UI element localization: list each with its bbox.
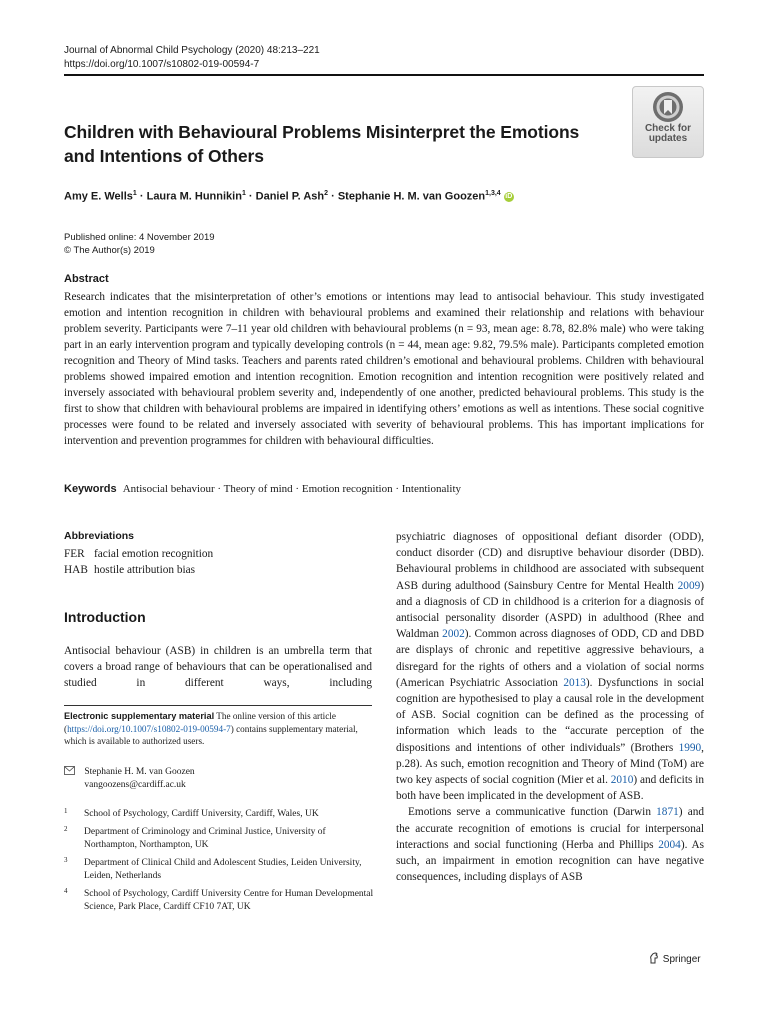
publisher-logo — [648, 952, 701, 965]
affiliation — [64, 826, 374, 852]
abbreviations-heading: Abbreviations — [64, 530, 135, 542]
springer-horse-icon — [648, 952, 660, 964]
introduction-text: Antisocial behaviour (ASB) in children is an umbrella term that covers a broad range of behaviours that can be operationalised and studied in different ways, including — [64, 645, 372, 690]
abstract-text: Research indicates that the misinterpretation of other’s emotions or intentions may lead to antisocial behaviour. This study investigated emotion and intention recognition in children with behavioural problems and examined their relationship and relations with behaviour problem severity. Participants were 7–11 year old children with behavioural problems (n = 93, mean age: 8.78, 82.8% male) who were taking part in an early intervention program and typically developing controls (n = 44, mean age: 9.82, 79.5% male). Participants completed emotion recognition and Theory of Mind tasks. Teachers and parents rated children’s emotional and behavioural problems. Children with behavioural problems showed impaired emotion and intention recognition. Emotion recognition and intention recognition were positively related and inversely associated with behavioural problem severity and, independently of one another, predicted behavioural problems. This study is the first to show that children with behavioural problems are impaired in identifying others’ emotions as well as intentions. These social cognitive processes were found to be related and inversely associated with severity of behavioural problems. This has important implications for intervention and prevention programmes for children with behavioural difficulties. — [64, 291, 704, 447]
author-name[interactable]: Laura M. Hunnikin — [146, 190, 242, 203]
journal-citation: Journal of Abnormal Child Psychology (2020) 48:213–221 — [64, 45, 320, 56]
text-run: ). Common across diagnoses of ODD, CD and DBD are displays of chronic and repetitive aggressive behaviours, a disregard for the rights of others and a violation of social norms (American Psychiatric Association — [396, 628, 704, 689]
esm-post: ) contains supplementary material, which is available to authorized users. — [64, 723, 358, 746]
doi-link[interactable]: https://doi.org/10.1007/s10802-019-00594-7 — [64, 59, 260, 70]
abbreviation-row — [64, 546, 213, 562]
esm-pre: The online version of this article ( — [64, 711, 336, 734]
text-run: ) and a diagnosis of CD in childhood is a criterion for a diagnosis of antisocial personality disorder (ASPD) in adulthood (Rhee and Waldman — [396, 579, 704, 641]
citation-link[interactable]: 2004 — [658, 838, 681, 851]
affiliation-number: 2 — [64, 825, 68, 833]
affiliation-text: School of Psychology, Cardiff University Centre for Human Developmental Science, Park Place, Cardiff CF10 7AT, UK — [84, 889, 374, 912]
envelope-icon — [64, 766, 82, 780]
citation-link[interactable]: 1990 — [678, 741, 702, 754]
abbreviation-definition: hostile attribution bias — [94, 564, 196, 576]
citation-link[interactable]: 2009 — [677, 579, 701, 592]
keywords-text: Antisocial behaviour · Theory of mind · Emotion recognition · Intentionality — [122, 483, 462, 495]
text-run: Emotions serve a communicative function (Darwin — [408, 806, 657, 819]
author-separator: · — [331, 190, 335, 203]
text-run: ) and the accurate recognition of emotions is crucial for interpersonal interactions and social functioning (Herba and Phillips — [396, 806, 704, 851]
affiliation-number: 3 — [64, 856, 68, 864]
esm-link[interactable]: https://doi.org/10.1007/s10802-019-00594-7 — [67, 723, 231, 734]
bookmark-icon — [653, 92, 683, 122]
affiliation-text: Department of Criminology and Criminal Justice, University of Northampton, Northampton, UK — [84, 827, 326, 850]
author-affiliation-mark: 1 — [241, 190, 246, 197]
abbreviation-term: FER — [64, 548, 85, 560]
author-affiliation-mark: 1,3,4 — [485, 190, 501, 197]
author-list — [64, 190, 514, 203]
published-date: Published online: 4 November 2019 — [64, 232, 215, 243]
article-title: Children with Behavioural Problems Misinterpret the Emotions and Intentions of Others — [64, 122, 580, 166]
abbreviation-row — [64, 562, 195, 578]
citation-link[interactable]: 2002 — [442, 628, 465, 641]
author-affiliation-mark: 2 — [324, 190, 329, 197]
orcid-icon[interactable]: iD — [505, 192, 513, 200]
publication-info — [64, 231, 215, 257]
paragraph — [396, 804, 704, 885]
copyright: © The Author(s) 2019 — [64, 245, 155, 256]
affiliation — [64, 888, 374, 914]
esm-label: Electronic supplementary material — [64, 711, 215, 721]
journal-header — [64, 44, 320, 72]
abbreviation-term: HAB — [64, 564, 88, 576]
correspondence — [64, 766, 195, 791]
correspondence-name: Stephanie H. M. van Goozen — [84, 767, 195, 777]
text-run: psychiatric diagnoses of oppositional defiant disorder (ODD), conduct disorder (CD) and disruptive behaviour disorder (DBD). Behavioural problems in childhood are associated with subsequent ASB during adulthood (Sainsbury Centre for Mental Health — [396, 531, 704, 592]
affiliation-text: School of Psychology, Cardiff University, Cardiff, Wales, UK — [84, 809, 319, 819]
citation-link[interactable]: 1871 — [656, 806, 679, 819]
affiliation — [64, 808, 374, 821]
author-separator: · — [248, 190, 253, 203]
author-name[interactable]: Stephanie H. M. van Goozen — [337, 190, 486, 203]
keywords-label: Keywords — [64, 483, 117, 495]
affiliation-number: 4 — [64, 887, 68, 895]
header-rule — [64, 74, 704, 76]
footnote-rule — [64, 705, 372, 706]
author-name[interactable]: Amy E. Wells — [64, 190, 133, 203]
text-run: , p.28). As such, emotion recognition and Theory of Mind (ToM) are two key aspects of social cognition (Mier et al. — [396, 741, 704, 787]
author-name[interactable]: Daniel P. Ash — [255, 190, 325, 203]
abbreviation-definition: facial emotion recognition — [94, 548, 214, 560]
text-run: ). As such, an impairment in emotion recognition can have negative consequences, including displays of ASB — [396, 838, 704, 884]
introduction-heading: Introduction — [64, 609, 146, 625]
keywords — [64, 483, 461, 495]
abstract-heading: Abstract — [64, 273, 109, 285]
publisher-name: Springer — [662, 954, 701, 965]
paragraph — [396, 529, 704, 804]
author-affiliation-mark: 1 — [132, 190, 137, 197]
author-separator: · — [139, 190, 144, 203]
affiliation-text: Department of Clinical Child and Adolescent Studies, Leiden University, Leiden, Netherlands — [84, 858, 362, 881]
citation-link[interactable]: 2013 — [563, 676, 586, 689]
check-line-1: Check for — [644, 123, 692, 134]
correspondence-email[interactable]: vangoozens@cardiff.ac.uk — [84, 779, 186, 790]
affiliation-number: 1 — [64, 807, 68, 815]
check-line-2: updates — [648, 133, 688, 144]
text-run: ). Dysfunctions in social cognition are hypothesised to play a causal role in the development of ASB. Social cognition can be defined as the processing of information which leads to the “accurate perception of the dispositions and intentions of other individuals” (Brothers — [396, 676, 704, 754]
supplementary-note — [64, 710, 372, 748]
citation-link[interactable]: 2010 — [610, 774, 634, 787]
right-column-text — [396, 529, 704, 885]
check-for-updates-badge[interactable] — [632, 86, 704, 158]
affiliation — [64, 857, 374, 883]
text-run: ) and deficits in both have been implicated in the development of ASB. — [396, 774, 704, 803]
